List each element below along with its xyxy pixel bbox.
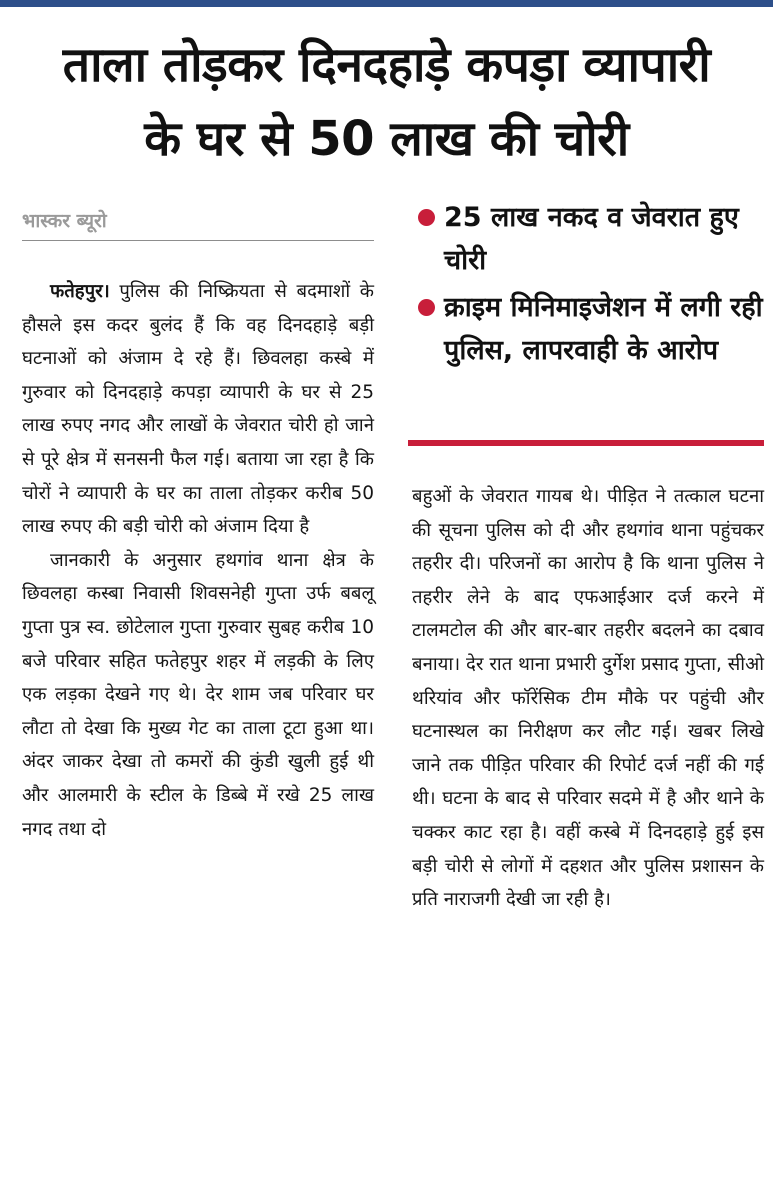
- headline-line-2: के घर से 50 लाख की चोरी: [144, 111, 629, 167]
- paragraph-1: [22, 275, 374, 544]
- paragraph-2: जानकारी के अनुसार हथगांव थाना क्षेत्र के छिवलहा कस्बा निवासी शिवसनेही गुप्ता उर्फ बबलू गुप्ता पुत्र स्व. छोटेलाल गुप्ता गुरुवार सुबह करीब 10 बजे परिवार सहित फतेहपुर शहर में लड़की के लिए एक लड़का देखने गए थे। देर शाम जब परिवार घर लौटा तो देखा कि मुख्य गेट का ताला टूटा हुआ था। अंदर जाकर देखा तो कमरों की कुंडी खुली हुई थी और आलमारी के स्टील के डिब्बे में रखे 25 लाख नगद तथा दो: [22, 549, 374, 840]
- paragraph-1-text: पुलिस की निष्क्रियता से बदमाशों के हौसले इस कदर बुलंद हैं कि वह दिनदहाड़े बड़ी घटनाओं को अंजाम दे रहे हैं। छिवलहा कस्बे में गुरुवार को दिनदहाड़े कपड़ा व्यापारी के घर से 25 लाख रुपए नगद और लाखों के जेवरात चोरी हो जाने से पूरे क्षेत्र में सनसनी फैल गई। बताया जा रहा है कि चोरों ने व्यापारी के घर का ताला तोड़कर करीब 50 लाख रुपए की बड़ी चोरी को अंजाम दिया है: [22, 281, 374, 538]
- highlights-list: [414, 196, 764, 376]
- highlight-text: 25 लाख नकद व जेवरात हुए चोरी: [444, 202, 739, 276]
- red-bullet-icon: [418, 299, 435, 316]
- paragraph-3: बहुओं के जेवरात गायब थे। पीड़ित ने तत्काल घटना की सूचना पुलिस को दी और हथगांव थाना पहुंचकर तहरीर दी। परिजनों का आरोप है कि थाना पुलिस ने तहरीर लेने के बाद एफआईआर दर्ज करने में टालमटोल की और बार-बार तहरीर बदलने का दबाव बनाया। देर रात थाना प्रभारी दुर्गेश प्रसाद गुप्ता, सीओ थरियांव और फॉरेंसिक टीम मौके पर पहुंची और घटनास्थल का निरीक्षण कर लौट गई। खबर लिखे जाने तक पीड़ित परिवार की रिपोर्ट दर्ज नहीं की गई थी। घटना के बाद से परिवार सदमे में है और थाने के चक्कर काट रहा है। वहीं कस्बे में दिनदहाड़े हुई इस बड़ी चोरी से लोगों में दहशत और पुलिस प्रशासन के प्रति नाराजगी देखी जा रही है।: [412, 486, 764, 911]
- highlight-item: [414, 286, 764, 372]
- headline-line-1: ताला तोड़कर दिनदहाड़े कपड़ा व्यापारी: [62, 37, 711, 93]
- article-column-right: [412, 480, 764, 917]
- red-divider: [408, 440, 764, 446]
- highlight-item: [414, 196, 764, 282]
- red-bullet-icon: [418, 209, 435, 226]
- highlight-text: क्राइम मिनिमाइजेशन में लगी रही पुलिस, लापरवाही के आरोप: [444, 292, 763, 366]
- top-color-rule: [0, 0, 773, 7]
- article-column-left: [22, 275, 374, 846]
- byline: भास्कर ब्यूरो: [22, 206, 374, 241]
- dateline: फतेहपुर।: [50, 281, 110, 302]
- headline: [10, 28, 763, 176]
